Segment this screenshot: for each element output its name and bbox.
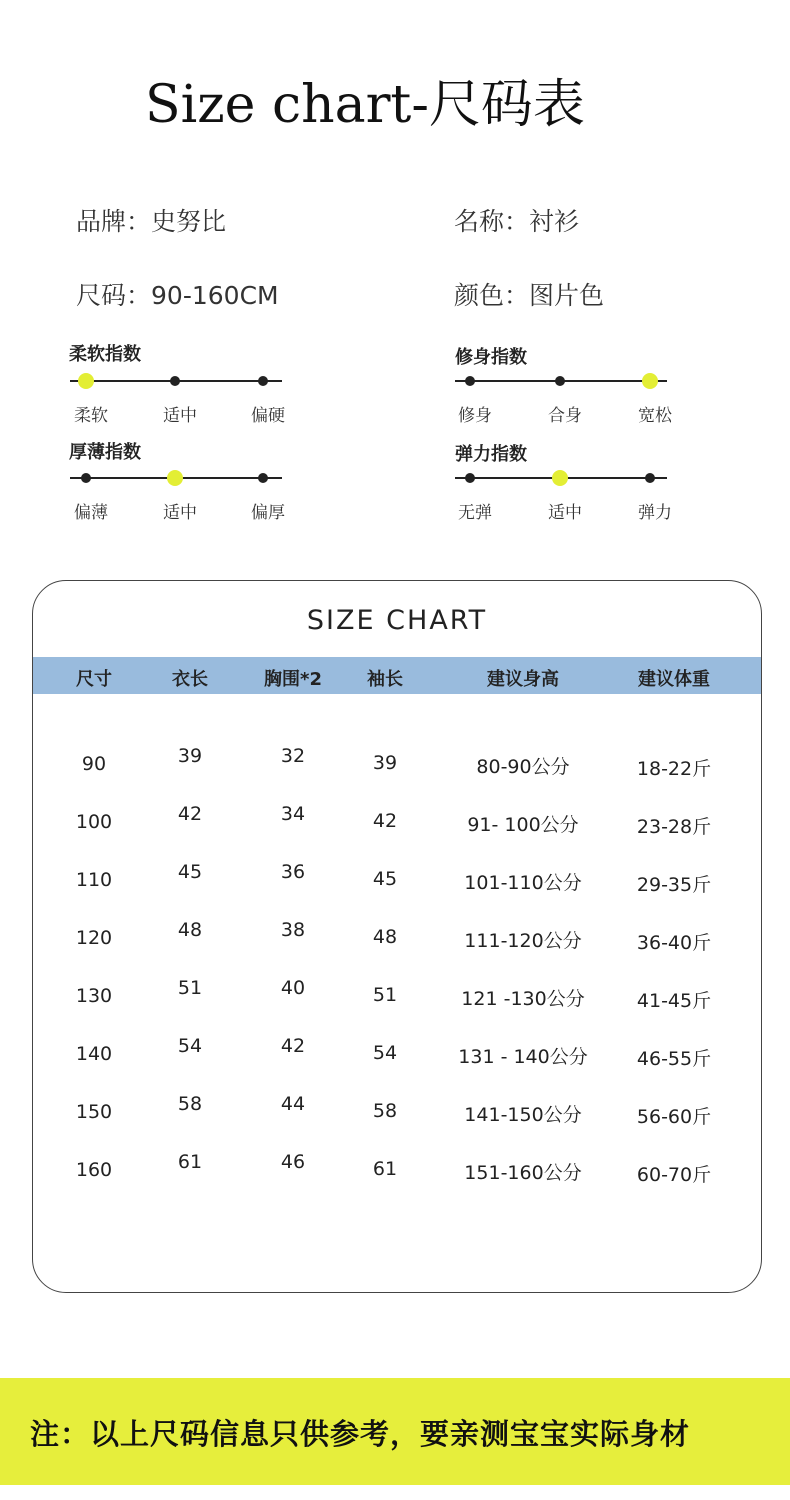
table-cell: 45 — [177, 861, 203, 883]
table-cell: 61 — [372, 1158, 398, 1180]
table-cell: 130 — [75, 985, 113, 1007]
index-dot-selected — [167, 470, 183, 486]
table-cell: 18-22斤 — [636, 758, 712, 780]
page-title: Size chart-尺码表 — [145, 75, 585, 135]
index-option-label: 适中 — [163, 406, 197, 426]
index-label: 厚薄指数 — [69, 442, 141, 463]
table-cell: 42 — [280, 1035, 306, 1057]
table-cell: 36 — [280, 861, 306, 883]
table-cell: 60-70斤 — [636, 1164, 712, 1186]
brand-info — [76, 202, 226, 238]
index-option-label: 宽松 — [638, 406, 672, 426]
table-cell: 110 — [75, 869, 113, 891]
table-cell: 151-160公分 — [464, 1162, 582, 1184]
table-cell: 39 — [177, 745, 203, 767]
index-dot-selected — [78, 373, 94, 389]
index-dot — [81, 473, 91, 483]
index-dot-selected — [552, 470, 568, 486]
size-chart-table — [32, 580, 762, 1293]
table-cell: 111-120公分 — [464, 930, 582, 952]
table-cell: 32 — [280, 745, 306, 767]
index-label: 弹力指数 — [455, 444, 527, 465]
color-label: 颜色： — [454, 281, 530, 310]
table-cell: 58 — [372, 1100, 398, 1122]
table-cell: 39 — [372, 752, 398, 774]
table-cell: 51 — [177, 977, 203, 999]
index-option-label: 柔软 — [74, 406, 108, 426]
index-dot — [555, 376, 565, 386]
table-header-cell: 尺寸 — [76, 669, 112, 690]
brand-label: 品牌： — [76, 207, 152, 236]
color-info — [454, 276, 604, 312]
table-cell: 29-35斤 — [636, 874, 712, 896]
table-title: SIZE CHART — [306, 605, 488, 636]
table-cell: 58 — [177, 1093, 203, 1115]
table-cell: 36-40斤 — [636, 932, 712, 954]
index-dot — [258, 473, 268, 483]
table-cell: 54 — [177, 1035, 203, 1057]
table-cell: 90 — [81, 753, 107, 775]
table-cell: 44 — [280, 1093, 306, 1115]
table-cell: 140 — [75, 1043, 113, 1065]
table-cell: 101-110公分 — [464, 872, 582, 894]
table-cell: 80-90公分 — [476, 756, 570, 778]
table-cell: 61 — [177, 1151, 203, 1173]
index-option-label: 弹力 — [638, 503, 672, 523]
name-value: 衬衫 — [529, 207, 580, 236]
table-cell: 34 — [280, 803, 306, 825]
note-text: 注：以上尺码信息只供参考，要亲测宝宝实际身材 — [30, 1417, 691, 1451]
table-cell: 160 — [75, 1159, 113, 1181]
index-option-label: 无弹 — [458, 503, 492, 523]
index-option-label: 适中 — [163, 503, 197, 523]
size-value: 90-160CM — [151, 281, 279, 310]
table-cell: 121 -130公分 — [461, 988, 585, 1010]
table-cell: 40 — [280, 977, 306, 999]
index-dot — [465, 473, 475, 483]
size-info — [76, 276, 279, 312]
index-dot — [258, 376, 268, 386]
index-label: 柔软指数 — [69, 344, 141, 365]
table-cell: 51 — [372, 984, 398, 1006]
table-cell: 150 — [75, 1101, 113, 1123]
index-option-label: 修身 — [458, 406, 492, 426]
name-label: 名称： — [454, 207, 530, 236]
index-option-label: 适中 — [548, 503, 582, 523]
table-cell: 41-45斤 — [636, 990, 712, 1012]
index-option-label: 偏薄 — [74, 503, 108, 523]
table-header-cell: 建议身高 — [487, 669, 559, 690]
table-header-cell: 袖长 — [367, 669, 403, 690]
table-cell: 100 — [75, 811, 113, 833]
index-dot-selected — [642, 373, 658, 389]
index-dot — [645, 473, 655, 483]
table-cell: 48 — [372, 926, 398, 948]
index-option-label: 偏厚 — [251, 503, 285, 523]
index-dot — [465, 376, 475, 386]
table-cell: 54 — [372, 1042, 398, 1064]
index-option-label: 偏硬 — [251, 406, 285, 426]
table-cell: 42 — [372, 810, 398, 832]
color-value: 图片色 — [529, 281, 605, 310]
table-cell: 91- 100公分 — [467, 814, 579, 836]
index-option-label: 合身 — [548, 406, 582, 426]
table-cell: 46 — [280, 1151, 306, 1173]
size-label: 尺码： — [76, 281, 152, 310]
table-cell: 56-60斤 — [636, 1106, 712, 1128]
table-header — [33, 657, 761, 694]
index-dot — [170, 376, 180, 386]
table-header-cell: 建议体重 — [638, 669, 710, 690]
table-cell: 131 - 140公分 — [458, 1046, 588, 1068]
note-bar — [0, 1378, 790, 1485]
name-info — [454, 202, 579, 238]
table-header-cell: 胸围*2 — [264, 669, 322, 690]
table-cell: 141-150公分 — [464, 1104, 582, 1126]
table-cell: 42 — [177, 803, 203, 825]
table-cell: 38 — [280, 919, 306, 941]
table-header-cell: 衣长 — [172, 669, 208, 690]
table-cell: 45 — [372, 868, 398, 890]
index-label: 修身指数 — [455, 347, 527, 368]
table-cell: 46-55斤 — [636, 1048, 712, 1070]
table-cell: 48 — [177, 919, 203, 941]
table-cell: 23-28斤 — [636, 816, 712, 838]
brand-value: 史努比 — [151, 207, 227, 236]
table-cell: 120 — [75, 927, 113, 949]
